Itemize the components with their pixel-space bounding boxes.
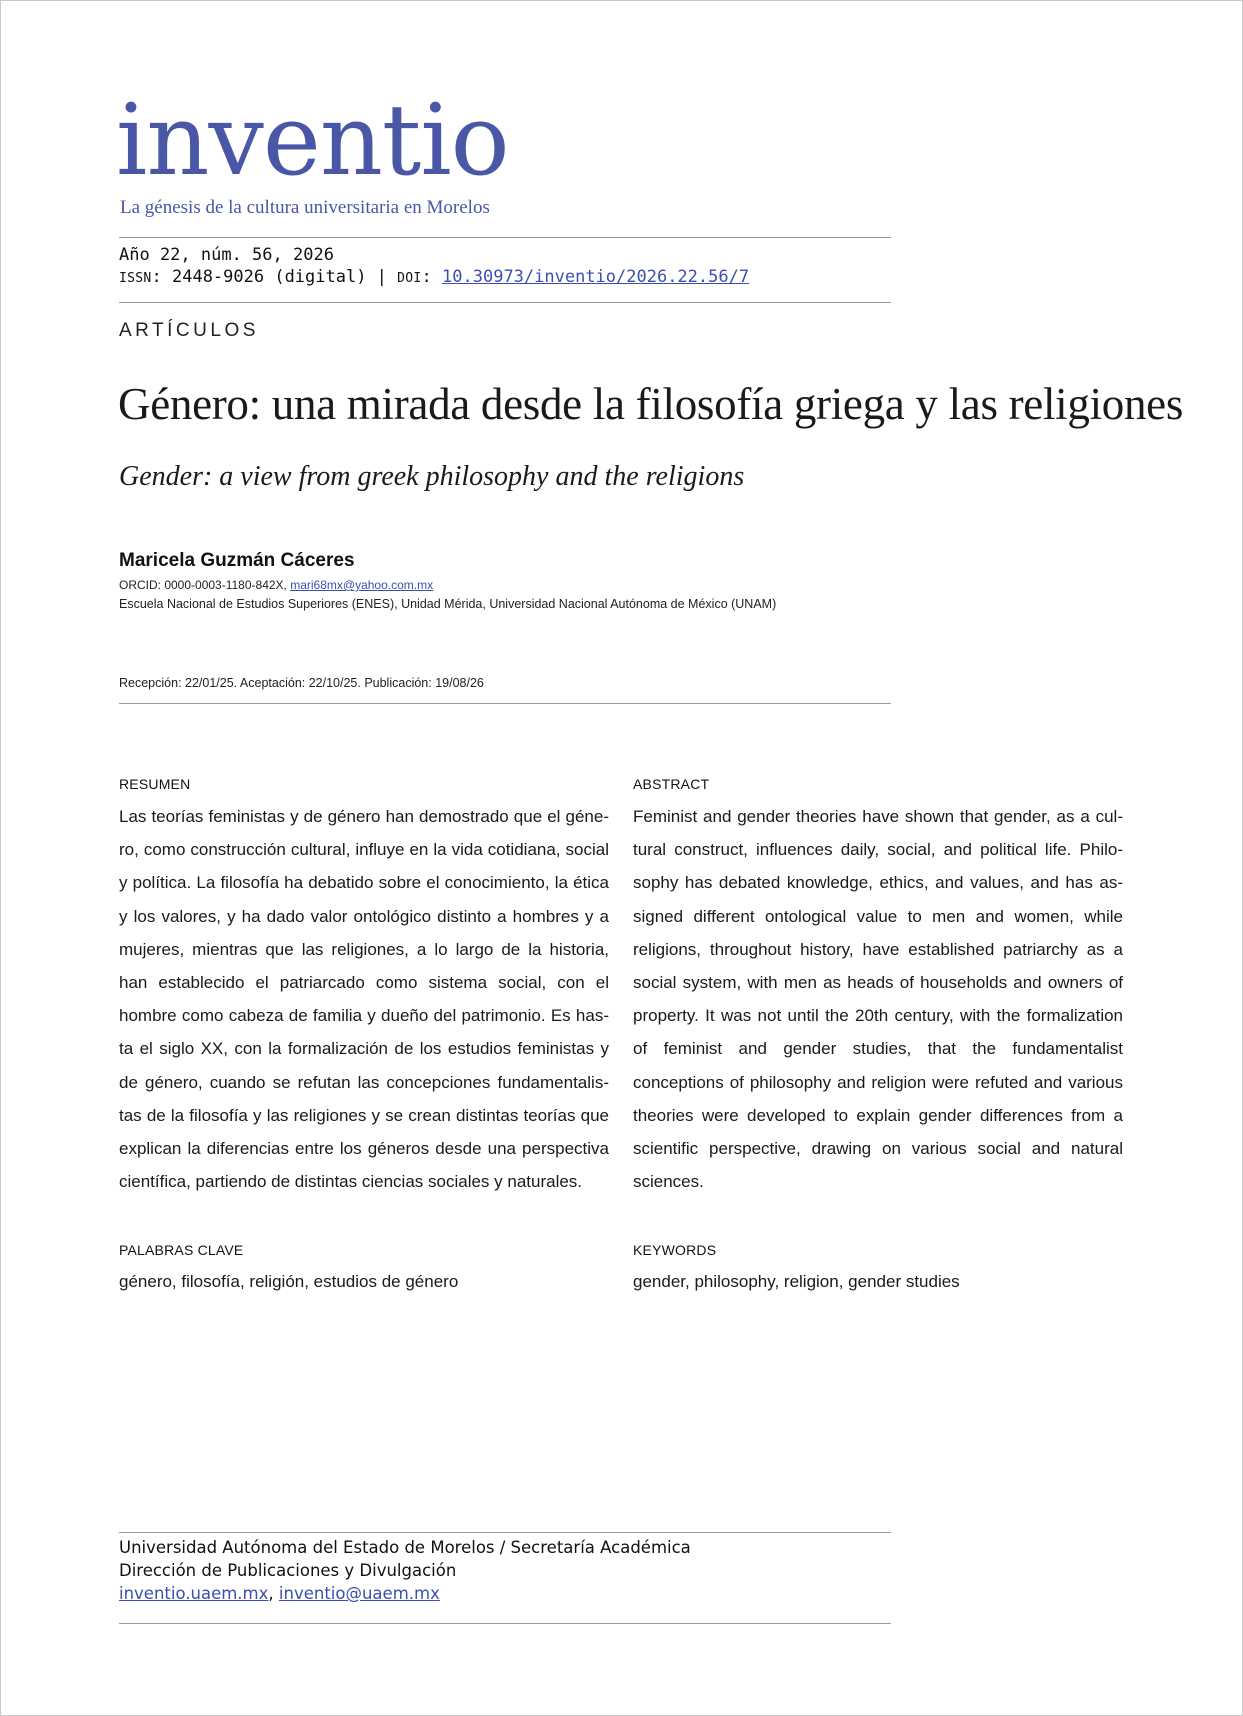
author-orcid: ORCID: 0000-0003-1180-842X, xyxy=(119,578,291,592)
issn-doi-line xyxy=(119,267,749,287)
author-email-link[interactable]: mari68mx@yahoo.com.mx xyxy=(290,578,434,592)
doi-link[interactable]: 10.30973/inventio/2026.22.56/7 xyxy=(442,267,750,287)
issue-number: Año 22, núm. 56, 2026 xyxy=(119,245,334,265)
doi-label: DOI xyxy=(397,271,422,286)
dates-rule xyxy=(119,703,891,704)
author-contact xyxy=(119,578,433,592)
footer-university: Universidad Autónoma del Estado de Morelos / Secretaría Académica xyxy=(119,1538,691,1557)
resumen-body: Las teorías feministas y de género han demostrado que el género, como construcción cultural, influye en la vida cotidiana, social y política. La filosofía ha debatido sobre el conocimiento, la ética y los valores, y ha dado valor ontológico distinto a hombres y a mujeres, mientras que las religiones, a lo largo de la historia, han establecido el patriarcado como sistema social, con el hombre como cabeza de familia y dueño del patrimonio. Es hasta el siglo XX, con la formalización de los estudios feministas y de género, cuando se refutan las concepciones fundamentalistas de la filosofía y las religiones y se crean distintas teorías que explican la diferencias entre los géneros desde una perspectiva científica, partiendo de distintas ciencias sociales y naturales. xyxy=(119,807,609,1192)
abstract-heading: ABSTRACT xyxy=(633,776,710,792)
article-title-spanish: Género: una mirada desde la filosofía griega y las religiones xyxy=(118,379,1184,429)
issn-value: : 2448-9026 (digital) | xyxy=(151,267,398,287)
footer-email-link[interactable]: inventio@uaem.mx xyxy=(278,1584,440,1603)
author-name: Maricela Guzmán Cáceres xyxy=(119,550,355,571)
footer-department: Dirección de Publicaciones y Divulgación xyxy=(119,1561,457,1580)
article-title-english: Gender: a view from greek philosophy and the religions xyxy=(119,461,745,492)
footer-website-link[interactable]: inventio.uaem.mx xyxy=(119,1584,269,1603)
resumen-heading: RESUMEN xyxy=(119,776,191,792)
palabras-clave-body: género, filosofía, religión, estudios de género xyxy=(119,1272,459,1291)
keywords-body: gender, philosophy, religion, gender studies xyxy=(633,1272,960,1291)
author-affiliation: Escuela Nacional de Estudios Superiores (ENES), Unidad Mérida, Universidad Nacional Autónoma de México (UNAM) xyxy=(119,597,777,611)
header-rule-bottom xyxy=(119,302,891,303)
abstract-body: Feminist and gender theories have shown that gender, as a cultural construct, influences daily, social, and political life. Philosophy has debated knowledge, ethics, and values, and has assigned different ontological value to men and women, while religions, throughout history, have established patriarchy as a social system, with men as heads of households and owners of property. It was not until the 20th century, with the formalization of feminist and gender studies, that the fundamentalist conceptions of philosophy and religion were refuted and various theories were developed to explain gender differences from a scientific perspective, drawing on various social and natural sciences. xyxy=(633,807,1123,1192)
footer-rule-top xyxy=(119,1532,891,1533)
journal-logo-wordmark: inventio xyxy=(116,84,509,198)
journal-logo-tagline: La génesis de la cultura universitaria en Morelos xyxy=(120,197,490,218)
footer-link-separator: , xyxy=(268,1584,279,1603)
footer-rule-bottom xyxy=(119,1623,891,1624)
publication-dates: Recepción: 22/01/25. Aceptación: 22/10/25. Publicación: 19/08/26 xyxy=(119,676,484,690)
header-rule-top xyxy=(119,237,891,238)
keywords-heading: KEYWORDS xyxy=(633,1242,717,1258)
issn-label: ISSN xyxy=(119,271,152,286)
palabras-clave-heading: PALABRAS CLAVE xyxy=(119,1242,244,1258)
doi-separator: : xyxy=(421,267,443,287)
footer-links xyxy=(119,1584,440,1603)
section-label: ARTÍCULOS xyxy=(119,320,259,341)
